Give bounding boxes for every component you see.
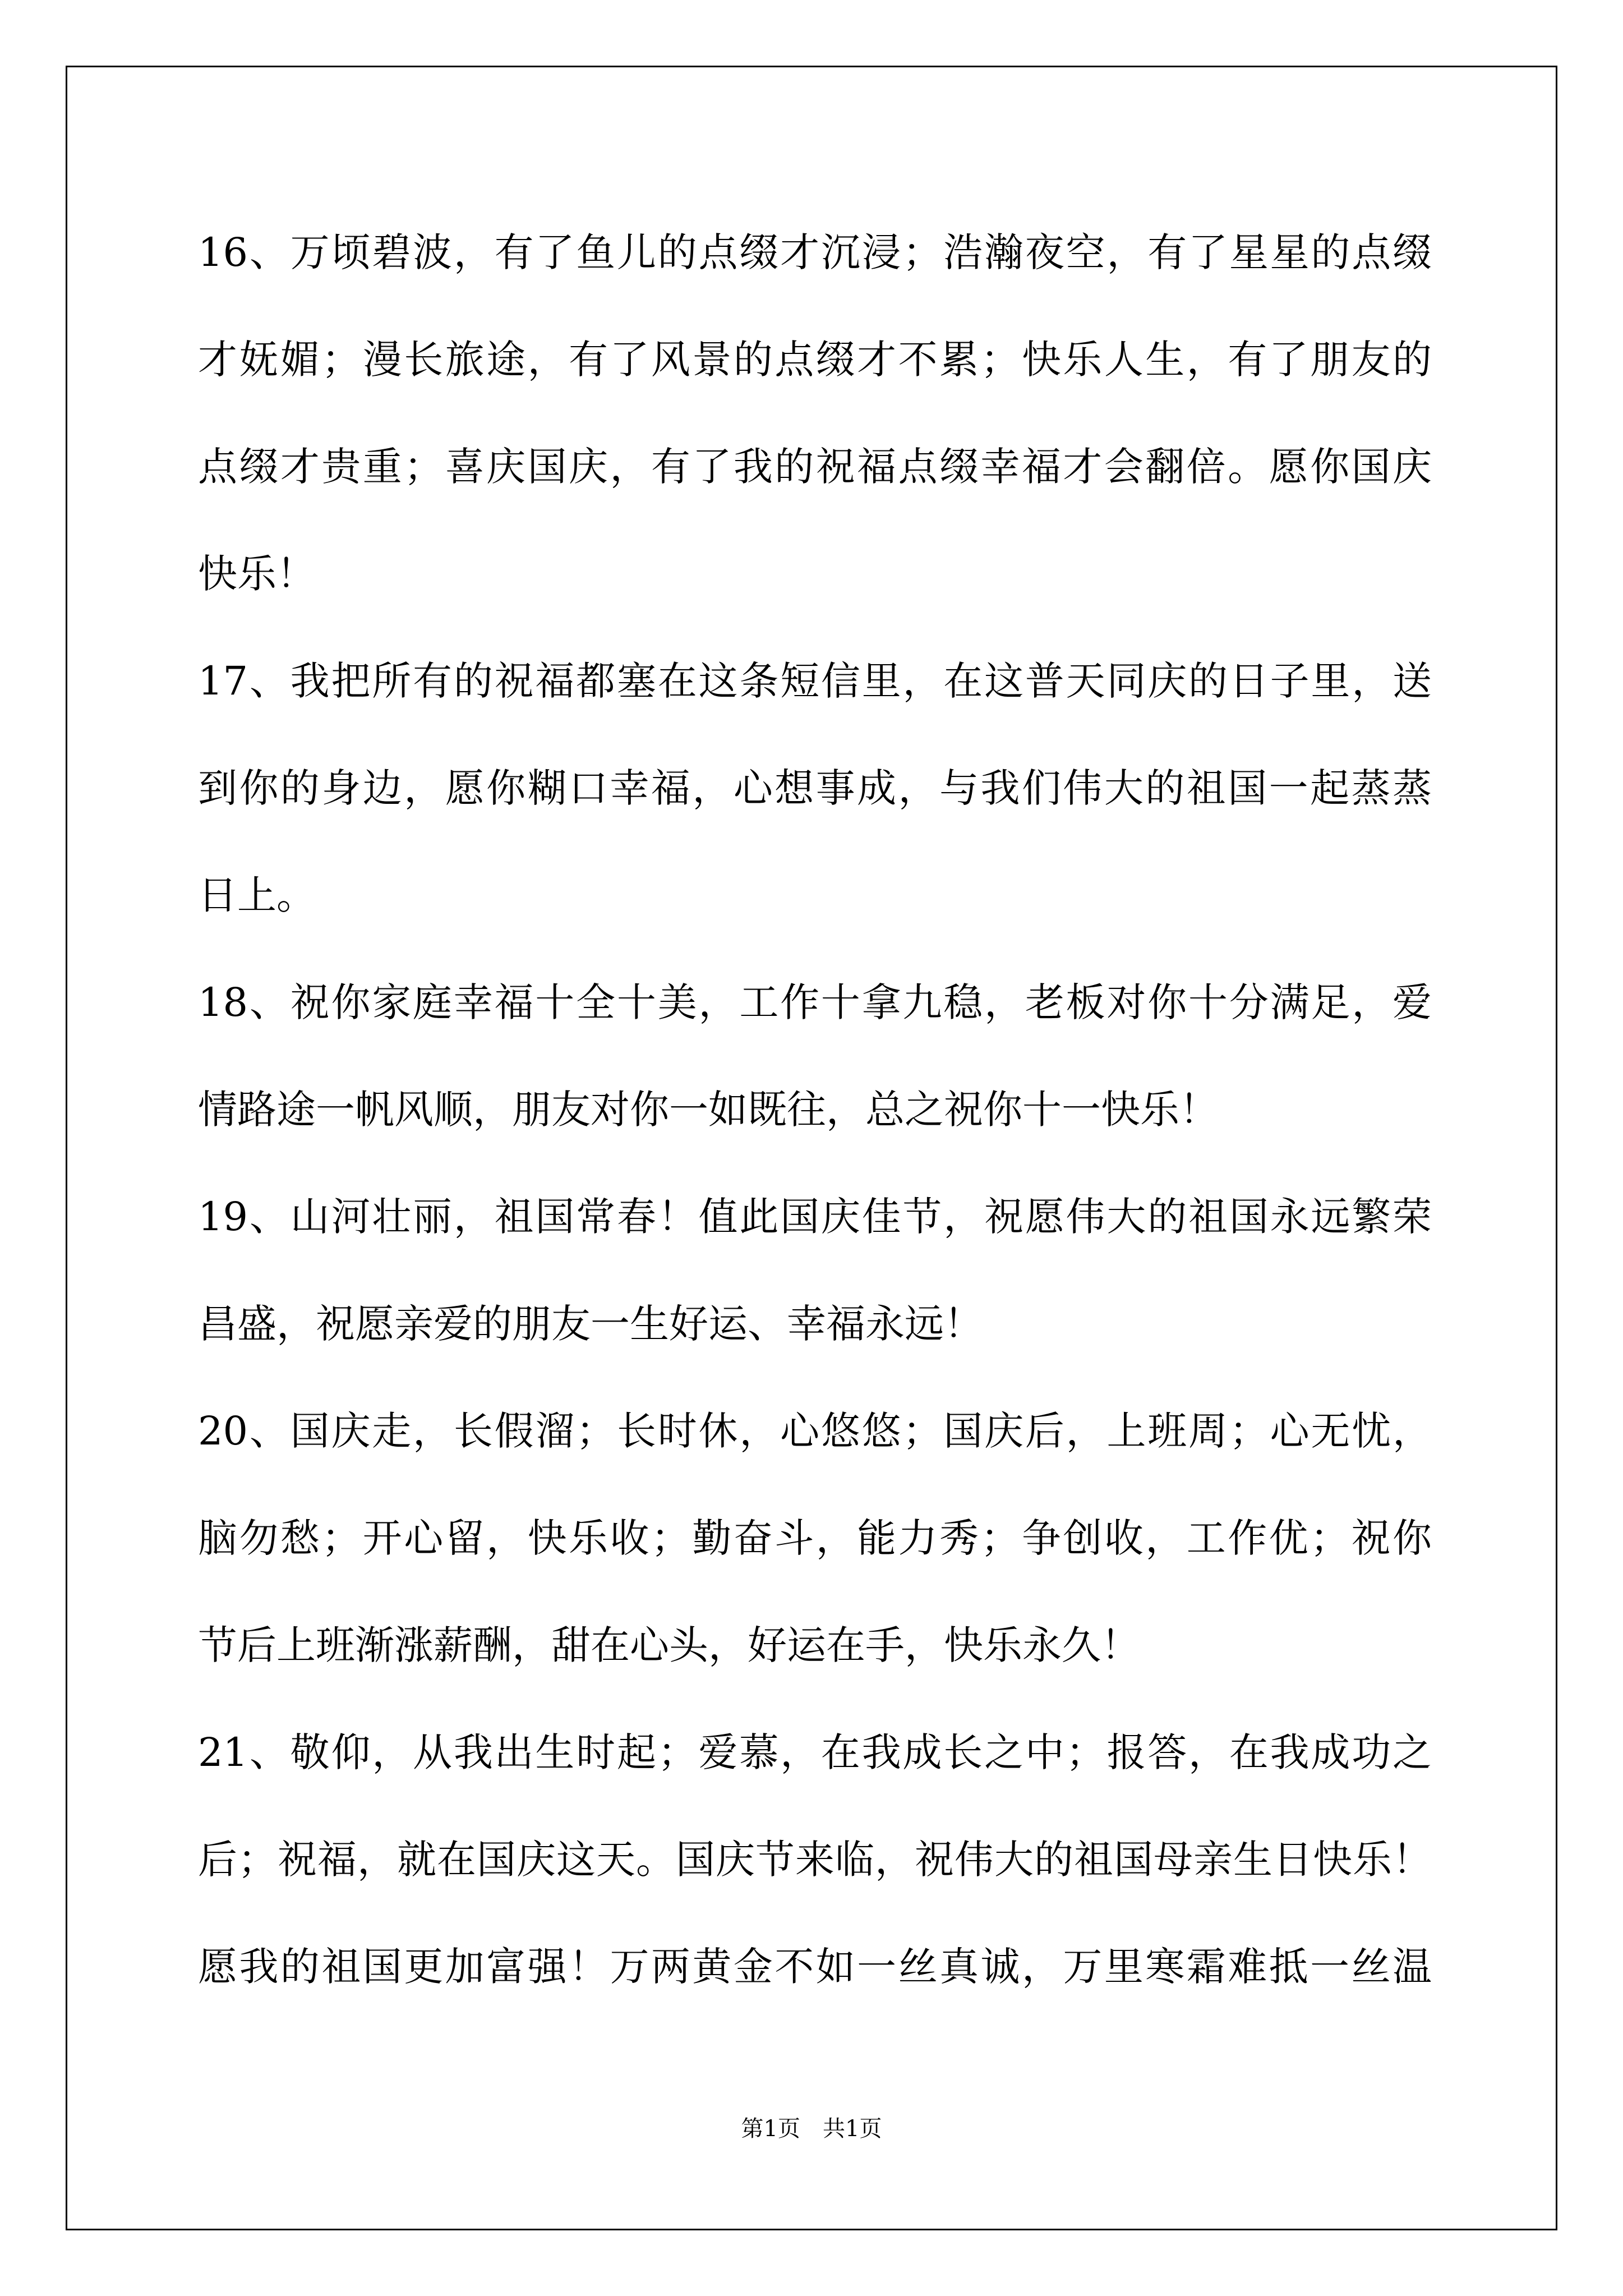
text-line: 才妩媚；漫长旅途，有了风景的点缀才不累；快乐人生，有了朋友的 xyxy=(198,337,1432,383)
text-line: 16、万顷碧波，有了鱼儿的点缀才沉浸；浩瀚夜空，有了星星的点缀 xyxy=(198,229,1432,275)
text-line: 21、敬仰，从我出生时起；爱慕，在我成长之中；报答，在我成功之 xyxy=(198,1729,1432,1775)
text-line: 脑勿愁；开心留，快乐收；勤奋斗，能力秀；争创收，工作优；祝你 xyxy=(198,1515,1432,1561)
page-footer: 第1页 共1页 xyxy=(741,2116,882,2142)
text-line: 快乐！ xyxy=(198,551,316,597)
text-line: 昌盛，祝愿亲爱的朋友一生好运、幸福永远！ xyxy=(198,1301,983,1347)
text-line: 20、国庆走，长假溜；长时休，心悠悠；国庆后，上班周；心无忧， xyxy=(198,1408,1432,1454)
text-line: 节后上班渐涨薪酬，甜在心头，好运在手，快乐永久！ xyxy=(198,1622,1140,1668)
text-line: 到你的身边，愿你糊口幸福，心想事成，与我们伟大的祖国一起蒸蒸 xyxy=(198,765,1432,811)
text-line: 18、祝你家庭幸福十全十美，工作十拿九稳，老板对你十分满足，爱 xyxy=(198,979,1432,1025)
text-line: 19、山河壮丽，祖国常春！值此国庆佳节，祝愿伟大的祖国永远繁荣 xyxy=(198,1194,1432,1240)
text-line: 情路途一帆风顺，朋友对你一如既往，总之祝你十一快乐！ xyxy=(198,1087,1219,1133)
document-body xyxy=(198,216,1432,2037)
text-line: 17、我把所有的祝福都塞在这条短信里，在这普天同庆的日子里，送 xyxy=(198,658,1432,704)
text-line: 后；祝福，就在国庆这天。国庆节来临，祝伟大的祖国母亲生日快乐！ xyxy=(198,1837,1432,1883)
text-line: 愿我的祖国更加富强！万两黄金不如一丝真诚，万里寒霜难抵一丝温 xyxy=(198,1944,1432,1990)
text-line: 点缀才贵重；喜庆国庆，有了我的祝福点缀幸福才会翻倍。愿你国庆 xyxy=(198,444,1432,490)
text-line: 日上。 xyxy=(198,872,316,918)
